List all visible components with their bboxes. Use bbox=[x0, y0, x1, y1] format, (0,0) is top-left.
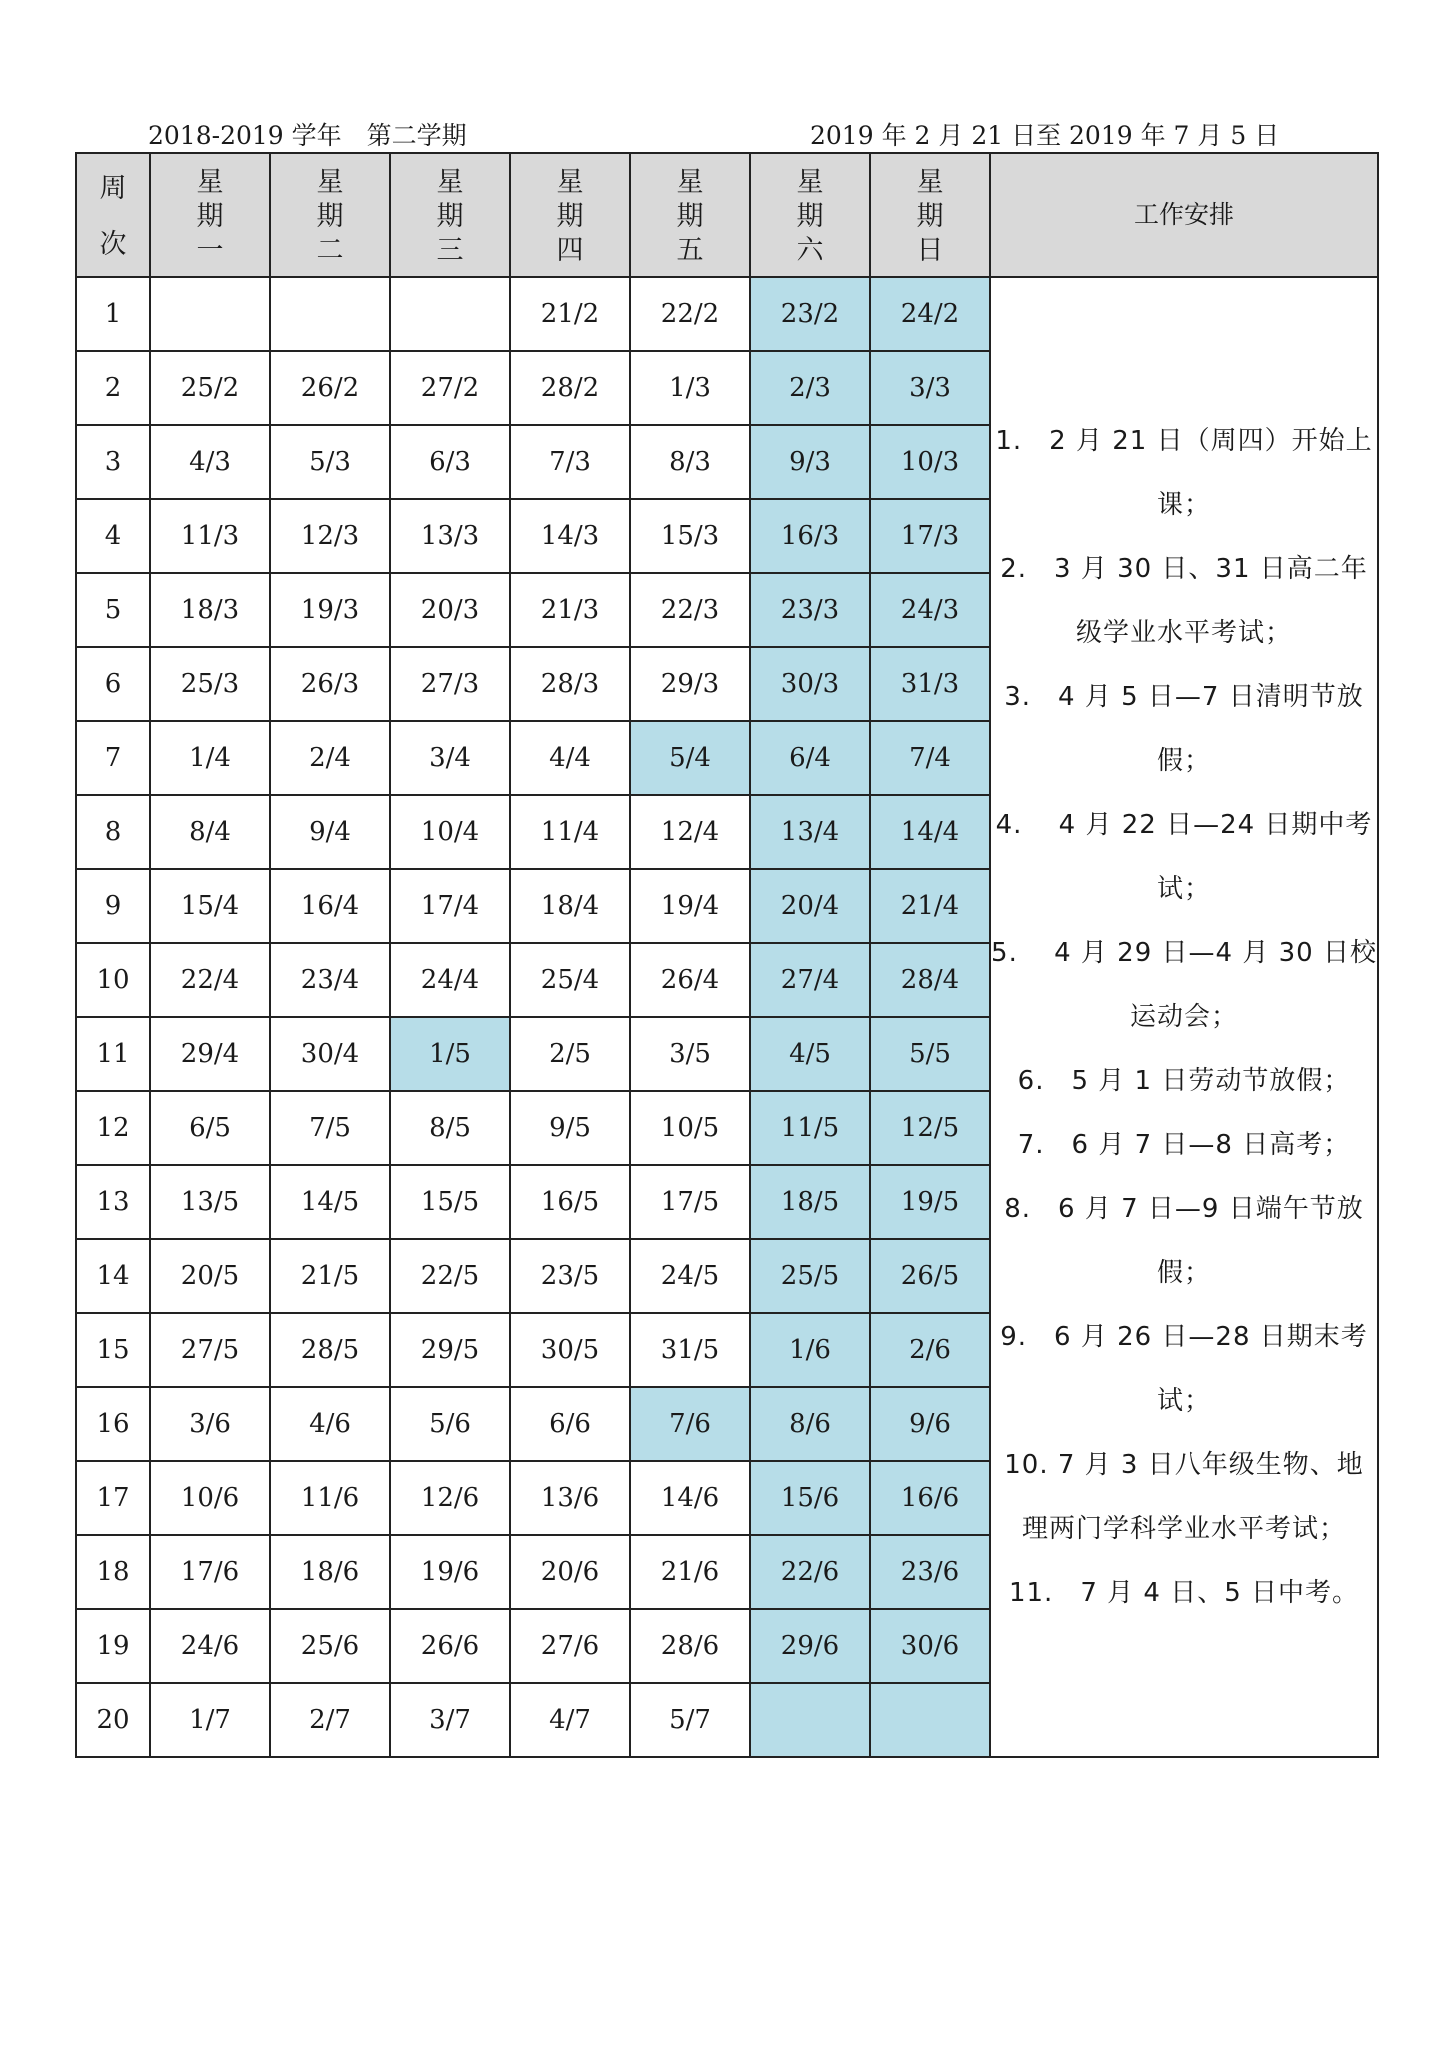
date-cell: 27/5 bbox=[150, 1313, 270, 1387]
date-cell: 2/3 bbox=[750, 351, 870, 425]
date-cell: 10/6 bbox=[150, 1461, 270, 1535]
date-cell: 7/3 bbox=[510, 425, 630, 499]
header-day-7 bbox=[870, 153, 990, 277]
date-cell: 9/6 bbox=[870, 1387, 990, 1461]
date-cell: 22/4 bbox=[150, 943, 270, 1017]
date-cell: 8/5 bbox=[390, 1091, 510, 1165]
date-cell: 26/5 bbox=[870, 1239, 990, 1313]
week-number: 15 bbox=[76, 1313, 150, 1387]
date-cell: 15/3 bbox=[630, 499, 750, 573]
date-cell: 24/3 bbox=[870, 573, 990, 647]
date-cell: 13/6 bbox=[510, 1461, 630, 1535]
work-schedule-notes bbox=[990, 277, 1378, 1757]
date-cell: 6/3 bbox=[390, 425, 510, 499]
header-day-5 bbox=[630, 153, 750, 277]
header-day-5-char: 期 bbox=[676, 201, 704, 232]
date-cell: 26/6 bbox=[390, 1609, 510, 1683]
week-number: 12 bbox=[76, 1091, 150, 1165]
date-cell: 22/2 bbox=[630, 277, 750, 351]
date-cell: 5/5 bbox=[870, 1017, 990, 1091]
date-cell: 8/4 bbox=[150, 795, 270, 869]
date-cell: 25/5 bbox=[750, 1239, 870, 1313]
date-cell: 22/3 bbox=[630, 573, 750, 647]
date-cell: 1/3 bbox=[630, 351, 750, 425]
date-cell: 1/5 bbox=[390, 1017, 510, 1091]
week-number: 17 bbox=[76, 1461, 150, 1535]
date-cell: 23/2 bbox=[750, 277, 870, 351]
date-cell: 15/4 bbox=[150, 869, 270, 943]
date-cell: 9/3 bbox=[750, 425, 870, 499]
date-cell: 12/5 bbox=[870, 1091, 990, 1165]
header-day-4-char: 期 bbox=[556, 201, 584, 232]
date-cell: 24/4 bbox=[390, 943, 510, 1017]
week-number: 4 bbox=[76, 499, 150, 573]
date-cell: 26/3 bbox=[270, 647, 390, 721]
header-day-4 bbox=[510, 153, 630, 277]
week-number: 19 bbox=[76, 1609, 150, 1683]
date-cell: 6/5 bbox=[150, 1091, 270, 1165]
date-cell: 10/3 bbox=[870, 425, 990, 499]
date-cell: 5/6 bbox=[390, 1387, 510, 1461]
date-cell: 19/5 bbox=[870, 1165, 990, 1239]
date-cell: 3/4 bbox=[390, 721, 510, 795]
header-notes: 工作安排 bbox=[990, 153, 1378, 277]
date-cell: 18/6 bbox=[270, 1535, 390, 1609]
date-cell: 2/7 bbox=[270, 1683, 390, 1757]
date-cell: 11/4 bbox=[510, 795, 630, 869]
date-cell: 16/6 bbox=[870, 1461, 990, 1535]
header-day-2-char: 星 bbox=[316, 167, 344, 198]
date-cell: 30/6 bbox=[870, 1609, 990, 1683]
header-week-char: 周 bbox=[99, 173, 127, 204]
week-number: 7 bbox=[76, 721, 150, 795]
date-cell: 26/4 bbox=[630, 943, 750, 1017]
date-cell: 13/5 bbox=[150, 1165, 270, 1239]
date-cell: 7/4 bbox=[870, 721, 990, 795]
date-cell: 25/2 bbox=[150, 351, 270, 425]
date-cell: 31/3 bbox=[870, 647, 990, 721]
schedule-item: 1. 2 月 21 日（周四）开始上课； bbox=[995, 426, 1373, 520]
date-cell: 27/3 bbox=[390, 647, 510, 721]
date-cell: 24/2 bbox=[870, 277, 990, 351]
date-cell: 3/5 bbox=[630, 1017, 750, 1091]
schedule-item: 4. 4 月 22 日—24 日期中考试； bbox=[995, 810, 1373, 904]
date-cell: 30/5 bbox=[510, 1313, 630, 1387]
date-cell: 4/4 bbox=[510, 721, 630, 795]
date-cell: 29/5 bbox=[390, 1313, 510, 1387]
date-cell: 18/4 bbox=[510, 869, 630, 943]
date-cell: 28/5 bbox=[270, 1313, 390, 1387]
date-cell: 23/6 bbox=[870, 1535, 990, 1609]
date-cell: 4/6 bbox=[270, 1387, 390, 1461]
header-day-6 bbox=[750, 153, 870, 277]
date-cell: 6/6 bbox=[510, 1387, 630, 1461]
date-cell: 5/4 bbox=[630, 721, 750, 795]
week-number: 14 bbox=[76, 1239, 150, 1313]
date-cell: 28/3 bbox=[510, 647, 630, 721]
date-cell: 8/6 bbox=[750, 1387, 870, 1461]
date-cell: 14/4 bbox=[870, 795, 990, 869]
header-day-1-char: 期 bbox=[196, 201, 224, 232]
header-day-6-char: 期 bbox=[796, 201, 824, 232]
header-day-3-char: 星 bbox=[436, 167, 464, 198]
header-day-2-char: 二 bbox=[316, 235, 344, 266]
date-cell: 4/7 bbox=[510, 1683, 630, 1757]
schedule-item: 9. 6 月 26 日—28 日期末考试； bbox=[1000, 1322, 1368, 1416]
date-range: 2019 年 2 月 21 日至 2019 年 7 月 5 日 bbox=[810, 121, 1280, 150]
date-cell: 23/3 bbox=[750, 573, 870, 647]
date-cell bbox=[150, 277, 270, 351]
date-cell: 16/3 bbox=[750, 499, 870, 573]
header-day-6-char: 星 bbox=[796, 167, 824, 198]
schedule-item: 3. 4 月 5 日—7 日清明节放假； bbox=[1004, 682, 1364, 776]
page-header bbox=[0, 112, 1449, 152]
date-cell: 29/6 bbox=[750, 1609, 870, 1683]
schedule-item: 10. 7 月 3 日八年级生物、地理两门学科学业水平考试； bbox=[1004, 1450, 1364, 1544]
term-label: 2018-2019 学年 第二学期 bbox=[148, 121, 467, 150]
date-cell bbox=[270, 277, 390, 351]
schedule-item: 5. 4 月 29 日—4 月 30 日校运动会； bbox=[991, 938, 1377, 1032]
date-cell: 1/7 bbox=[150, 1683, 270, 1757]
date-cell: 19/6 bbox=[390, 1535, 510, 1609]
date-cell: 16/5 bbox=[510, 1165, 630, 1239]
date-cell: 16/4 bbox=[270, 869, 390, 943]
date-cell: 24/6 bbox=[150, 1609, 270, 1683]
week-number: 9 bbox=[76, 869, 150, 943]
date-cell: 28/6 bbox=[630, 1609, 750, 1683]
date-cell: 15/5 bbox=[390, 1165, 510, 1239]
date-cell: 12/4 bbox=[630, 795, 750, 869]
date-cell: 2/6 bbox=[870, 1313, 990, 1387]
date-cell: 8/3 bbox=[630, 425, 750, 499]
date-cell: 27/4 bbox=[750, 943, 870, 1017]
header-day-4-char: 星 bbox=[556, 167, 584, 198]
schedule-item: 11. 7 月 4 日、5 日中考。 bbox=[1008, 1578, 1360, 1608]
header-day-7-char: 期 bbox=[916, 201, 944, 232]
week-number: 18 bbox=[76, 1535, 150, 1609]
date-cell: 19/3 bbox=[270, 573, 390, 647]
date-cell: 14/5 bbox=[270, 1165, 390, 1239]
date-cell: 11/6 bbox=[270, 1461, 390, 1535]
header-week-char: 次 bbox=[99, 229, 127, 260]
date-cell: 29/3 bbox=[630, 647, 750, 721]
date-cell bbox=[750, 1683, 870, 1757]
date-cell: 3/3 bbox=[870, 351, 990, 425]
header-day-3-char: 三 bbox=[436, 235, 464, 266]
date-cell: 21/5 bbox=[270, 1239, 390, 1313]
header-day-7-char: 日 bbox=[916, 235, 944, 266]
date-cell: 5/3 bbox=[270, 425, 390, 499]
calendar-table bbox=[75, 152, 1379, 1758]
table-row bbox=[76, 277, 1378, 351]
date-cell: 3/6 bbox=[150, 1387, 270, 1461]
header-day-5-char: 星 bbox=[676, 167, 704, 198]
date-cell: 7/5 bbox=[270, 1091, 390, 1165]
date-cell: 13/3 bbox=[390, 499, 510, 573]
date-cell: 13/4 bbox=[750, 795, 870, 869]
week-number: 10 bbox=[76, 943, 150, 1017]
date-cell: 2/5 bbox=[510, 1017, 630, 1091]
header-day-2-char: 期 bbox=[316, 201, 344, 232]
date-cell: 24/5 bbox=[630, 1239, 750, 1313]
week-number: 2 bbox=[76, 351, 150, 425]
date-cell: 30/4 bbox=[270, 1017, 390, 1091]
date-cell: 20/4 bbox=[750, 869, 870, 943]
week-number: 8 bbox=[76, 795, 150, 869]
date-cell: 22/5 bbox=[390, 1239, 510, 1313]
header-day-7-char: 星 bbox=[916, 167, 944, 198]
schedule-item: 2. 3 月 30 日、31 日高二年级学业水平考试； bbox=[1000, 554, 1368, 648]
date-cell: 25/6 bbox=[270, 1609, 390, 1683]
header-day-1-char: 一 bbox=[196, 235, 224, 266]
table-header-row bbox=[76, 153, 1378, 277]
date-cell: 26/2 bbox=[270, 351, 390, 425]
week-number: 13 bbox=[76, 1165, 150, 1239]
date-cell: 20/6 bbox=[510, 1535, 630, 1609]
date-cell: 14/6 bbox=[630, 1461, 750, 1535]
date-cell: 23/5 bbox=[510, 1239, 630, 1313]
date-cell: 17/4 bbox=[390, 869, 510, 943]
date-cell: 17/5 bbox=[630, 1165, 750, 1239]
week-number: 20 bbox=[76, 1683, 150, 1757]
date-cell: 10/5 bbox=[630, 1091, 750, 1165]
date-cell: 12/6 bbox=[390, 1461, 510, 1535]
date-cell: 21/6 bbox=[630, 1535, 750, 1609]
schedule-item: 8. 6 月 7 日—9 日端午节放假； bbox=[1004, 1194, 1364, 1288]
date-cell: 21/3 bbox=[510, 573, 630, 647]
date-cell: 6/4 bbox=[750, 721, 870, 795]
date-cell: 22/6 bbox=[750, 1535, 870, 1609]
schedule-item: 7. 6 月 7 日—8 日高考； bbox=[1017, 1130, 1351, 1160]
date-cell: 1/6 bbox=[750, 1313, 870, 1387]
date-cell: 21/2 bbox=[510, 277, 630, 351]
header-day-2 bbox=[270, 153, 390, 277]
date-cell: 10/4 bbox=[390, 795, 510, 869]
date-cell: 20/3 bbox=[390, 573, 510, 647]
date-cell: 3/7 bbox=[390, 1683, 510, 1757]
date-cell: 21/4 bbox=[870, 869, 990, 943]
week-number: 1 bbox=[76, 277, 150, 351]
date-cell: 15/6 bbox=[750, 1461, 870, 1535]
date-cell: 28/4 bbox=[870, 943, 990, 1017]
header-day-6-char: 六 bbox=[796, 235, 824, 266]
date-cell: 25/3 bbox=[150, 647, 270, 721]
date-cell: 5/7 bbox=[630, 1683, 750, 1757]
date-cell: 18/5 bbox=[750, 1165, 870, 1239]
week-number: 11 bbox=[76, 1017, 150, 1091]
date-cell: 31/5 bbox=[630, 1313, 750, 1387]
date-cell: 11/3 bbox=[150, 499, 270, 573]
header-day-3-char: 期 bbox=[436, 201, 464, 232]
date-cell: 27/2 bbox=[390, 351, 510, 425]
date-cell: 19/4 bbox=[630, 869, 750, 943]
date-cell: 12/3 bbox=[270, 499, 390, 573]
header-day-1-char: 星 bbox=[196, 167, 224, 198]
date-cell: 30/3 bbox=[750, 647, 870, 721]
date-cell: 9/5 bbox=[510, 1091, 630, 1165]
date-cell: 9/4 bbox=[270, 795, 390, 869]
date-cell: 4/3 bbox=[150, 425, 270, 499]
header-day-3 bbox=[390, 153, 510, 277]
date-cell: 23/4 bbox=[270, 943, 390, 1017]
header-day-5-char: 五 bbox=[676, 235, 704, 266]
date-cell: 20/5 bbox=[150, 1239, 270, 1313]
date-cell: 4/5 bbox=[750, 1017, 870, 1091]
week-number: 6 bbox=[76, 647, 150, 721]
date-cell: 29/4 bbox=[150, 1017, 270, 1091]
date-cell bbox=[390, 277, 510, 351]
date-cell: 11/5 bbox=[750, 1091, 870, 1165]
date-cell: 1/4 bbox=[150, 721, 270, 795]
date-cell: 14/3 bbox=[510, 499, 630, 573]
week-number: 5 bbox=[76, 573, 150, 647]
date-cell: 28/2 bbox=[510, 351, 630, 425]
header-week bbox=[76, 153, 150, 277]
date-cell: 17/6 bbox=[150, 1535, 270, 1609]
date-cell bbox=[870, 1683, 990, 1757]
schedule-item: 6. 5 月 1 日劳动节放假； bbox=[1017, 1066, 1351, 1096]
date-cell: 25/4 bbox=[510, 943, 630, 1017]
date-cell: 17/3 bbox=[870, 499, 990, 573]
date-cell: 18/3 bbox=[150, 573, 270, 647]
header-day-1 bbox=[150, 153, 270, 277]
date-cell: 27/6 bbox=[510, 1609, 630, 1683]
week-number: 3 bbox=[76, 425, 150, 499]
date-cell: 2/4 bbox=[270, 721, 390, 795]
week-number: 16 bbox=[76, 1387, 150, 1461]
header-day-4-char: 四 bbox=[556, 235, 584, 266]
date-cell: 7/6 bbox=[630, 1387, 750, 1461]
